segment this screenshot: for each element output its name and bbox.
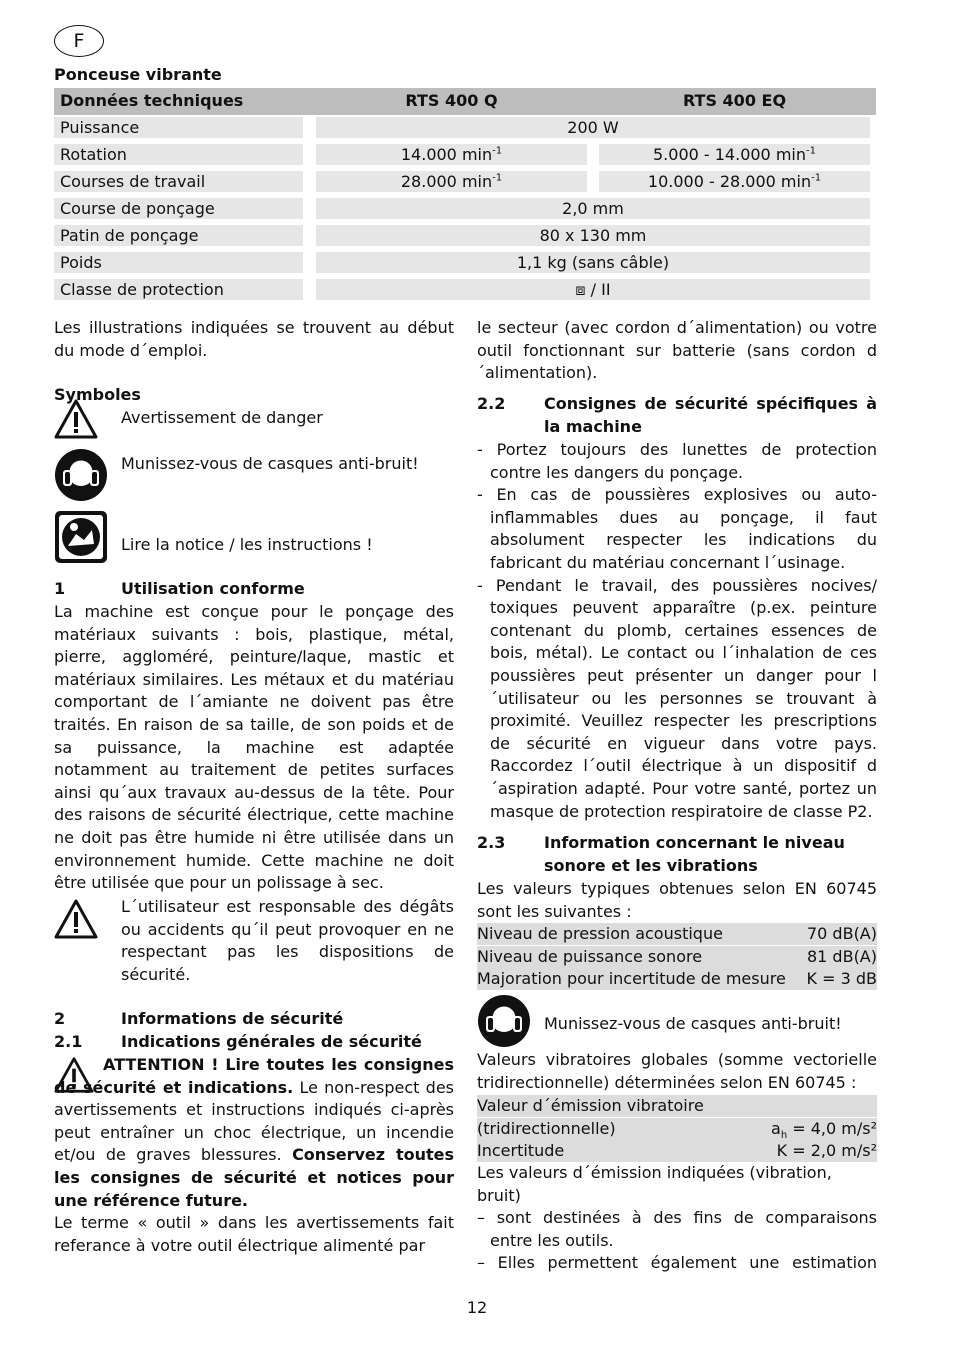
document-title: Ponceuse vibrante (54, 65, 222, 84)
responsibility-warning: L´utilisateur est responsable des dégâts ou accidents qu´il peut provoquer en ne respectant pas les dispositions de sécurité. (121, 897, 454, 984)
section-2-3-heading (477, 832, 877, 877)
row-label: Patin de ponçage (54, 225, 303, 246)
table-row: Incertitude K = 2,0 m/s² (477, 1141, 877, 1161)
attention-paragraph (54, 1054, 454, 1212)
safety-bullets (477, 439, 877, 823)
section-title: Indications générales de sécurité (121, 1032, 422, 1051)
header-rts400eq: RTS 400 EQ (682, 91, 787, 110)
header-label: Données techniques (60, 91, 244, 110)
section-1-heading (54, 578, 454, 601)
table-row: (tridirectionnelle) $a_h = 4,0$ m/s² (477, 1118, 877, 1141)
table-row: Niveau de pression acoustique 70 dB(A) (477, 924, 877, 943)
vibration-intro: Valeurs vibratoires globales (somme vectorielle tridirectionnelle) déterminées selon EN 60745 : (477, 1050, 877, 1092)
outil-definition: Le terme « outil » dans les avertissements fait referance à votre outil électrique alimenté par (54, 1213, 454, 1255)
attention-text: Le non-respect des avertissements et instructions indiqués ci-après peut entraîner un choc électrique, un incendie et/ou de graves blessures. (54, 1077, 454, 1165)
table-row (54, 223, 876, 250)
section-title: Utilisation conforme (121, 579, 305, 598)
table-row (54, 169, 876, 196)
tech-data-table (54, 88, 876, 304)
table-row: Majoration pour incertitude de mesure K = 3 dB (477, 969, 877, 989)
row-value-eq: 5.000 - 14.000 $\min^{-1}$ (599, 144, 870, 165)
table-row (54, 142, 876, 169)
list-item: - Portez toujours des lunettes de protection contre les dangers du ponçage. (477, 440, 877, 482)
row-value-q: 14.000 $\min^{-1}$ (316, 144, 587, 165)
row-label: Puissance (54, 117, 303, 138)
section-number: 2 (54, 1009, 66, 1028)
section-number: 1 (54, 579, 66, 598)
list-item: – Elles permettent également une estimation (477, 1253, 877, 1273)
continued-text: le secteur (avec cordon d´alimentation) ou votre outil fonctionnant sur batterie (sans cordon d´alimentation). (477, 318, 877, 383)
row-value-q: 28.000 $\min^{-1}$ (316, 171, 587, 192)
symbol-read-label: Lire la notice / les instructions ! (121, 535, 373, 554)
attention-bold: ATTENTION ! Lire toutes les consignes de sécurité et indications. (54, 1055, 454, 1097)
section-title: Consignes de sécurité spécifiques à la machine (544, 394, 877, 436)
page-number: 12 (466, 1298, 488, 1317)
row-label: Courses de travail (54, 171, 303, 192)
typical-values-intro: Les valeurs typiques obtenues selon EN 60745 sont les suivantes : (477, 879, 877, 921)
row-value: 200 W (316, 117, 870, 138)
section-number: 2.1 (54, 1032, 83, 1051)
section-number: 2.3 (477, 833, 506, 852)
table-row: Niveau de puissance sonore 81 dB(A) (477, 946, 877, 966)
attention-bold-2: Conservez toutes les consignes de sécurité et notices pour une référence future. (54, 1145, 455, 1210)
warning-triangle-icon (54, 398, 98, 440)
ear-protection-icon (54, 448, 108, 502)
table-row (54, 277, 876, 304)
table-row (54, 250, 876, 277)
read-manual-icon (54, 510, 108, 564)
table-header (54, 88, 876, 115)
section-2-1-heading (54, 1031, 454, 1054)
emission-text (477, 1162, 877, 1275)
section-title: Information concernant le niveau sonore et les vibrations (544, 833, 845, 875)
row-value-eq: 10.000 - 28.000 $\min^{-1}$ (599, 171, 870, 192)
language-badge (54, 25, 104, 57)
list-item: - En cas de poussières explosives ou auto-inflammables dues au ponçage, il faut absolument respecter les indications du fabricant du matériau concernant l´usinage. (477, 485, 877, 572)
section-title: Informations de sécurité (121, 1009, 344, 1028)
list-item: – sont destinées à des fins de comparaisons entre les outils. (477, 1208, 877, 1250)
emission-intro: Les valeurs d´émission indiquées (vibration, bruit) (477, 1163, 832, 1205)
table-row: Valeur d´émission vibratoire (477, 1095, 877, 1117)
ear-protection-label: Munissez-vous de casques anti-bruit! (544, 1014, 842, 1033)
row-value: ⧈ / II (316, 279, 870, 300)
language-code: F (73, 30, 85, 52)
header-rts400q: RTS 400 Q (405, 91, 498, 110)
table-row (54, 196, 876, 223)
row-value: 80 x 130 mm (316, 225, 870, 246)
vibration-table (477, 1095, 877, 1163)
symbol-ear-label: Munissez-vous de casques anti-bruit! (121, 454, 419, 473)
list-item: - Pendant le travail, des poussières nocives/ toxiques peuvent apparaître (p.ex. peinture contenant du plomb, certaines essences de bois, métal). Le contact ou l´inhalation de ces poussières peut présenter un danger pour l´utilisateur ou les personnes se trouvant à proximité. Veuillez respecter les prescriptions de sécurité en vigueur dans votre pays. Raccordez l´outil électrique à un dispositif d´aspiration adapté. Pour votre santé, portez un masque de protection respiratoire de classe P2. (477, 575, 877, 821)
noise-table (477, 923, 877, 991)
section-2-2-heading (477, 393, 877, 438)
row-value: 2,0 mm (316, 198, 870, 219)
intro-text: Les illustrations indiquées se trouvent au début du mode d´emploi. (54, 318, 454, 360)
section-2-heading (54, 1008, 454, 1031)
warning-triangle-icon (54, 898, 98, 940)
symbol-warning-label: Avertissement de danger (121, 408, 323, 427)
row-label: Rotation (54, 144, 303, 165)
ear-protection-icon (477, 994, 531, 1048)
symbols-title: Symboles (54, 385, 141, 404)
row-value: 1,1 kg (sans câble) (316, 252, 870, 273)
section-1-text: La machine est conçue pour le ponçage des matériaux suivants : bois, plastique, métal, pierre, aggloméré, peinture/laque, mastic et matériaux similaires. Les métaux et du matériau comportant de l´amiante ne doivent pas être traités. En raison de sa taille, de son poids et de sa puissance, la machine est adaptée notamment au traitement de petites surfaces ainsi qu´aux travaux au-dessus de la tête. Pour des raisons de sécurité électrique, cette machine ne doit pas être humide ni être utilisée dans un environnement humide. Cette machine ne doit être utilisée que pour un polissage à sec. (54, 602, 454, 893)
row-label: Poids (54, 252, 303, 273)
table-row (54, 115, 876, 142)
row-label: Course de ponçage (54, 198, 303, 219)
row-label: Classe de protection (54, 279, 303, 300)
section-number: 2.2 (477, 394, 506, 413)
